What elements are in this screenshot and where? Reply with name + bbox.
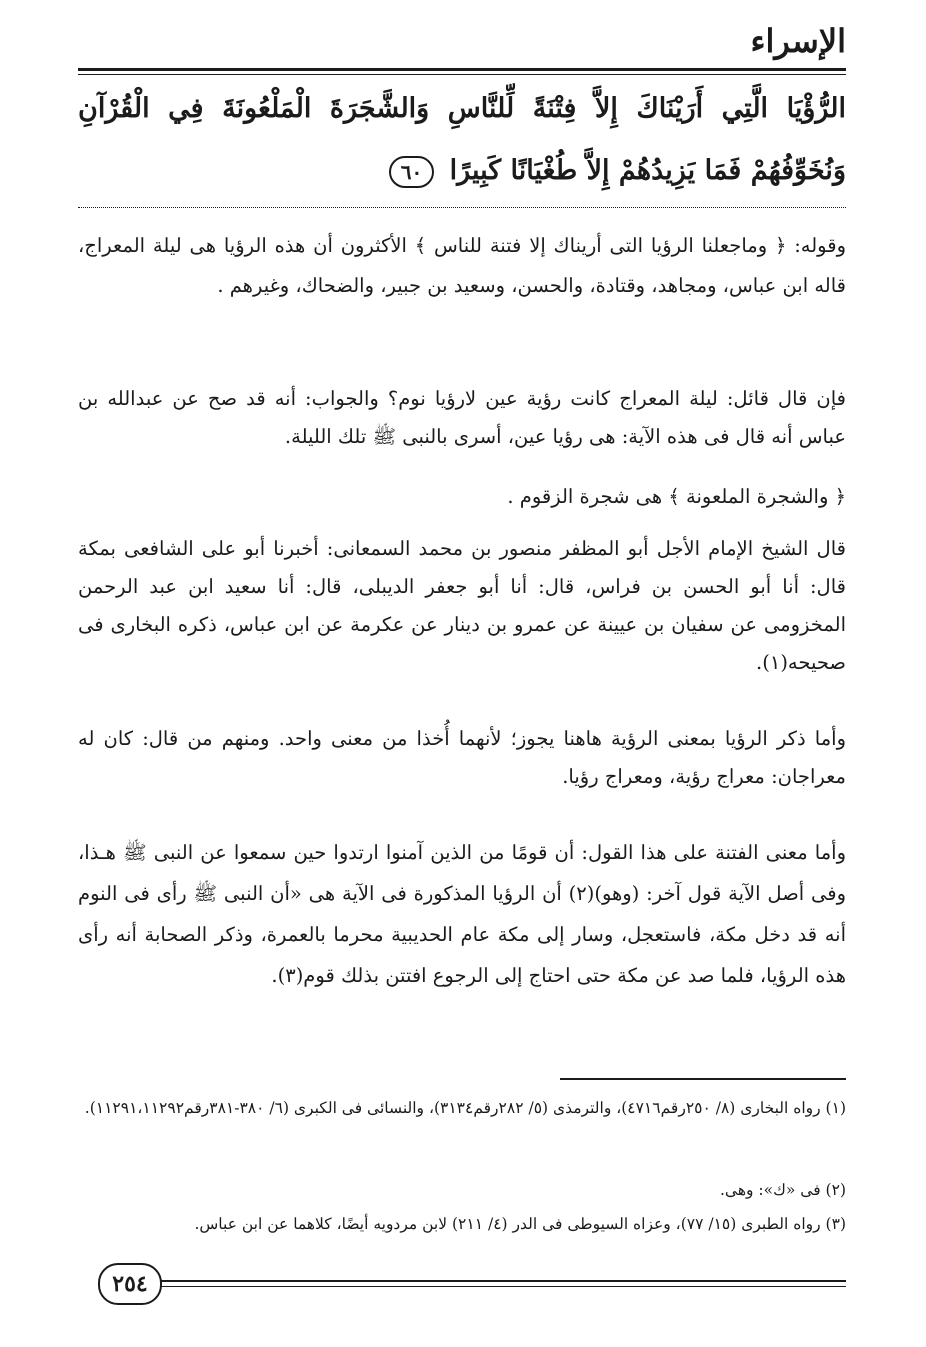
running-header-title: الإسراء	[750, 22, 846, 60]
header-rule-thick	[78, 68, 846, 71]
header-rule-thin	[78, 74, 846, 75]
paragraph-1: وقوله: ﴿ وماجعلنا الرؤيا التى أريناك إلا فتنة للناس ﴾ الأكثرون أن هذه الرؤيا هى ليلة المعراج، قاله ابن عباس، ومجاهد، وقتادة، والحسن، وسعيد بن جبير، والضحاك، وغيرهم .	[78, 234, 846, 297]
ayah-number: ٦٠	[400, 159, 423, 184]
paragraph-4: قال الشيخ الإمام الأجل أبو المظفر منصور بن محمد السمعانى: أخبرنا أبو على الشافعى بمكة قال: أنا أبو الحسن بن فراس، قال: أنا أبو جعفر الديبلى، قال: أنا سعيد ابن عبد الرحمن المخزومى عن سفيان بن عيينة عن عمرو بن دينار عن عكرمة عن ابن عباس، ذكره البخارى فى صحيحه(١).	[78, 537, 846, 674]
verse-text: الرُّؤْيَا الَّتِي أَرَيْنَاكَ إِلاَّ فِتْنَةً لِّلنَّاسِ وَالشَّجَرَةَ الْمَلْعُونَةَ فِي الْقُرْآنِ وَنُخَوِّفُهُمْ فَمَا يَزِيدُهُمْ إِلاَّ طُغْيَانًا كَبِيرًا	[78, 93, 846, 186]
paragraph-2: فإن قال قائل: ليلة المعراج كانت رؤية عين لارؤيا نوم؟ والجواب: أنه قد صح عن عبدالله بن عباس أنه قال فى هذه الآية: هى رؤيا عين، أسرى بالنبى ﷺ تلك الليلة.	[78, 387, 846, 448]
page-number: ٢٥٤	[98, 1263, 162, 1305]
verse-block	[78, 78, 846, 202]
footnote-3: (٣) رواه الطبرى (١٥/ ٧٧)، وعزاه السيوطى فى الدر (٤/ ٢١١) لابن مردويه أيضًا، كلاهما عن ابن عباس.	[194, 1215, 846, 1233]
footnote-2: (٢) فى «ك»: وهى.	[719, 1181, 846, 1199]
footnote-separator	[560, 1078, 846, 1080]
footer-rule-top	[160, 1280, 846, 1282]
footnote-1: (١) رواه البخارى (٨/ ٢٥٠رقم٤٧١٦)، والترمذى (٥/ ٢٨٢رقم٣١٣٤)، والنسائى فى الكبرى (٦/ ٣٨٠-٣٨١رقم١١٢٩١،١١٢٩٢).	[84, 1099, 846, 1117]
footer-rule-bottom	[160, 1286, 846, 1287]
verse-separator	[78, 207, 846, 208]
ayah-number-marker	[389, 156, 434, 188]
paragraph-5: وأما ذكر الرؤيا بمعنى الرؤية هاهنا يجوز؛ لأنهما أُخذا من معنى واحد. ومنهم من قال: كان له معراجان: معراج رؤية، ومعراج رؤيا.	[78, 727, 846, 788]
paragraph-3: ﴿ والشجرة الملعونة ﴾ هى شجرة الزقوم .	[507, 485, 846, 508]
paragraph-6: وأما معنى الفتنة على هذا القول: أن قومًا من الذين آمنوا ارتدوا حين سمعوا عن النبى ﷺ هـذا، وفى أصل الآية قول آخر: (وهو)(٢) أن الرؤيا المذكورة فى الآية هى «أن النبى ﷺ رأى فى النوم أنه قد دخل مكة، فاستعجل، وسار إلى مكة عام الحديبية محرما بالعمرة، وذكر الصحابة أنه رأى هذه الرؤيا، فلما صد عن مكة حتى احتاج إلى الرجوع افتتن بذلك قوم(٣).	[78, 841, 846, 987]
